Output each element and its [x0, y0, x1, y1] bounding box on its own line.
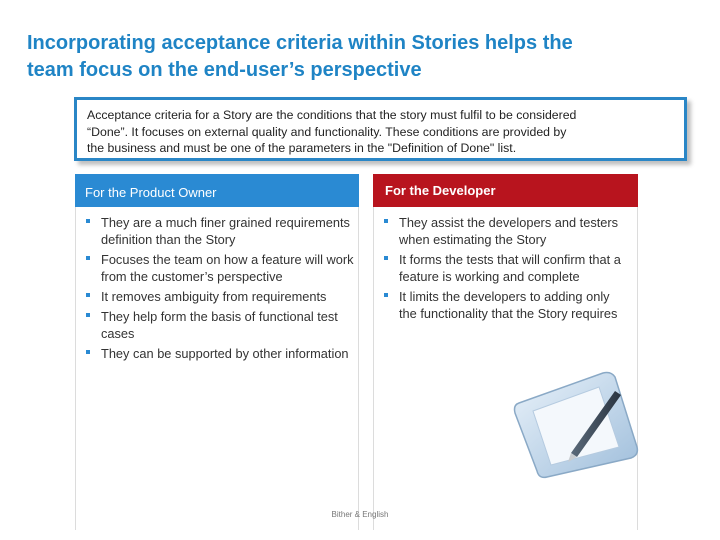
bullet-icon [384, 293, 388, 297]
developer-list [384, 214, 629, 325]
bullet-icon [384, 219, 388, 223]
list-item-text: It removes ambiguity from requirements [101, 289, 327, 304]
developer-header: For the Developer [373, 174, 638, 207]
list-item [86, 214, 354, 248]
product-owner-list [86, 214, 354, 365]
list-item-text: They help form the basis of functional test cases [101, 309, 338, 341]
list-item [384, 251, 629, 285]
list-item [86, 251, 354, 285]
list-item-text: It limits the developers to adding only the functionality that the Story requires [399, 289, 618, 321]
product-owner-header: For the Product Owner [75, 174, 359, 207]
list-item [86, 308, 354, 342]
bullet-icon [86, 293, 90, 297]
bullet-icon [86, 256, 90, 260]
slide-title [27, 30, 707, 84]
definition-line-3: the business and must be one of the parameters in the "Definition of Done" list. [87, 141, 517, 155]
definition-callout [74, 97, 687, 161]
list-item [86, 345, 354, 362]
slide-title-line-2: team focus on the end-user’s perspective [27, 59, 422, 81]
list-item-text: They are a much finer grained requirements definition than the Story [101, 215, 350, 247]
definition-line-2: “Done”. It focuses on external quality and functionality. These conditions are provided by [87, 124, 567, 139]
bullet-icon [86, 219, 90, 223]
bullet-icon [86, 313, 90, 317]
list-item [384, 288, 629, 322]
slide-title-line-1: Incorporating acceptance criteria within Stories helps the [27, 32, 573, 54]
list-item-text: They can be supported by other information [101, 346, 349, 361]
list-item [384, 214, 629, 248]
footer-text: Bither & English [331, 510, 389, 519]
list-item-text: Focuses the team on how a feature will work from the customer’s perspective [101, 252, 354, 284]
list-item-text: They assist the developers and testers when estimating the Story [399, 215, 619, 247]
tablet-pen-icon [511, 365, 641, 480]
list-item [86, 288, 354, 305]
bullet-icon [86, 350, 90, 354]
definition-line-1: Acceptance criteria for a Story are the conditions that the story must fulfil to be considered [87, 108, 577, 122]
definition-text [87, 107, 677, 157]
list-item-text: It forms the tests that will confirm that a feature is working and complete [399, 252, 621, 284]
bullet-icon [384, 256, 388, 260]
